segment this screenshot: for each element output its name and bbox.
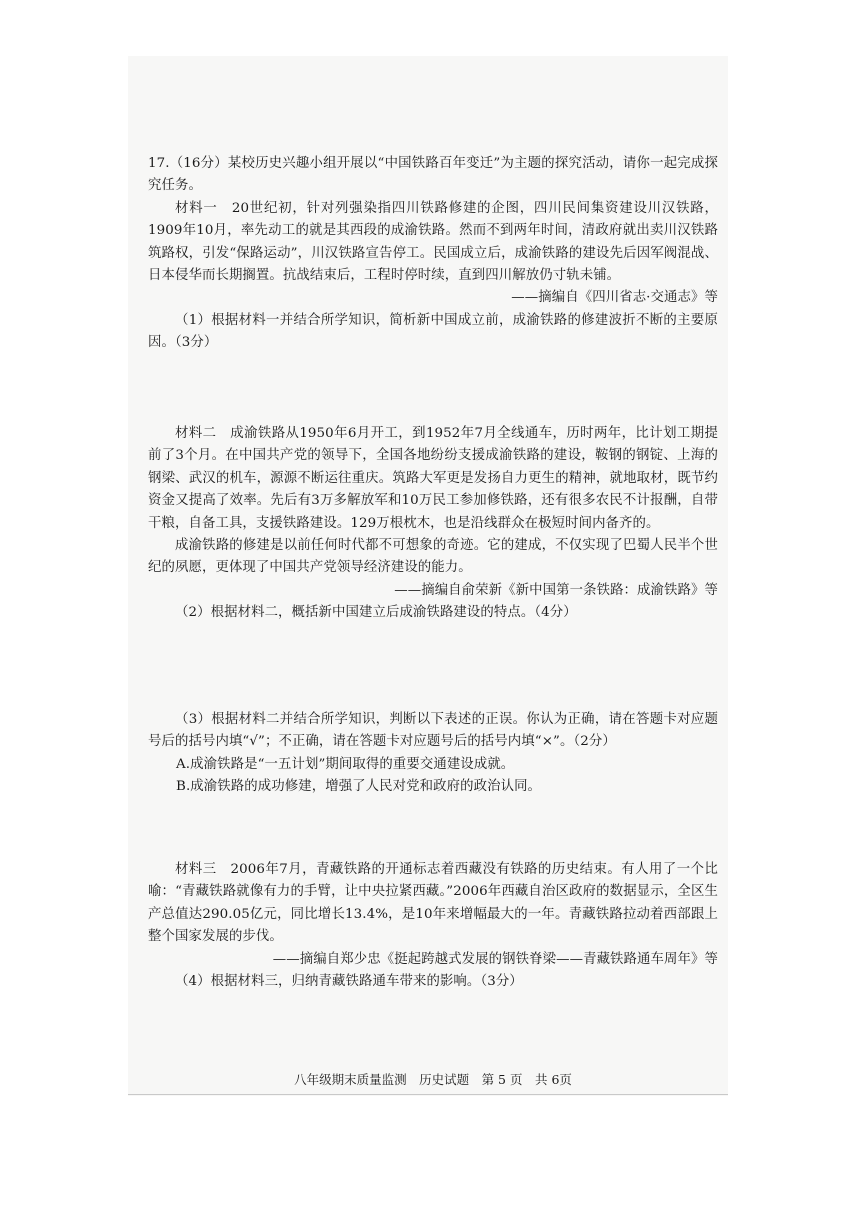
material-2-source: ——摘编自俞荣新《新中国第一条铁路：成渝铁路》等 (394, 582, 718, 598)
page-footer: 八年级期末质量监测 历史试题 第 5 页 共 6页 (294, 1072, 572, 1087)
subquestion-3-option-a: A.成渝铁路是“一五计划”期间取得的重要交通建设成就。 (176, 756, 515, 772)
material-3-source: ——摘编自郑少忠《挺起跨越式发展的钢铁脊梁——青藏铁路通车周年》等 (272, 951, 718, 967)
subquestion-1: （1）根据材料一并结合所学知识，简析新中国成立前，成渝铁路的修建波折不断的主要原因。（3分） (148, 312, 718, 351)
subquestion-4: （4）根据材料三，归纳青藏铁路通车带来的影响。（3分） (175, 974, 523, 990)
material-2-paragraph-2: 成渝铁路的修建是以前任何时代都不可想象的奇迹。它的建成，不仅实现了巴蜀人民半个世纪的夙愿，更体现了中国共产党领导经济建设的能力。 (148, 538, 718, 576)
material-2-paragraph-1: 材料二 成渝铁路从1950年6月开工，到1952年7月全线通车，历时两年，比计划工期提前了3个月。在中国共产党的领导下，全国各地纷纷支援成渝铁路的建设，鞍钢的钢锭、上海的钢梁、武汉的机车，源源不断运往重庆。筑路大军更是发扬自力更生的精神，就地取材，既节约资金又提高了效率。先后有3万多解放军和10万民工参加修铁路，还有很多农民不计报酬，自带干粮，自备工具，支援铁路建设。129万根枕木，也是沿线群众在极短时间内备齐的。 (148, 426, 718, 531)
subquestion-2: （2）根据材料二，概括新中国建立后成渝铁路建设的特点。（4分） (175, 605, 577, 621)
question-stem: 17.（16分）某校历史兴趣小组开展以“中国铁路百年变迁”为主题的探究活动，请你一起完成探究任务。 (148, 156, 718, 194)
subquestion-3-option-b: B.成渝铁路的成功修建，增强了人民对党和政府的政治认同。 (176, 779, 542, 795)
footer-divider (128, 1094, 728, 1095)
subquestion-3: （3）根据材料二并结合所学知识，判断以下表述的正误。你认为正确，请在答题卡对应题号后的括号内填“√”；不正确，请在答题卡对应题号后的括号内填“×”。（2分） (148, 712, 718, 750)
material-2-block (148, 423, 718, 625)
material-1-source: ——摘编自《四川省志·交通志》等 (511, 290, 718, 306)
question-17-block (148, 153, 718, 355)
subquestion-3-block (148, 709, 718, 799)
material-3-text: 材料三 2006年7月，青藏铁路的开通标志着西藏没有铁路的历史结束。有人用了一个比喻：“青藏铁路就像有力的手臂，让中央拉紧西藏。”2006年西藏自治区政府的数据显示，全区生产总值达290.05亿元，同比增长13.4%，是10年来增幅最大的一年。青藏铁路拉动着西部跟上整个国家发展的步伐。 (148, 862, 718, 945)
material-3-block (148, 859, 718, 993)
material-1-text: 材料一 20世纪初，针对列强染指四川铁路修建的企图，四川民间集资建设川汉铁路，1909年10月，率先动工的就是其西段的成渝铁路。然而不到两年时间，清政府就出卖川汉铁路筑路权，引发“保路运动”，川汉铁路宣告停工。民国成立后，成渝铁路的建设先后因军阀混战、日本侵华而长期搁置。抗战结束后，工程时停时续，直到四川解放仍寸轨未铺。 (148, 200, 718, 284)
